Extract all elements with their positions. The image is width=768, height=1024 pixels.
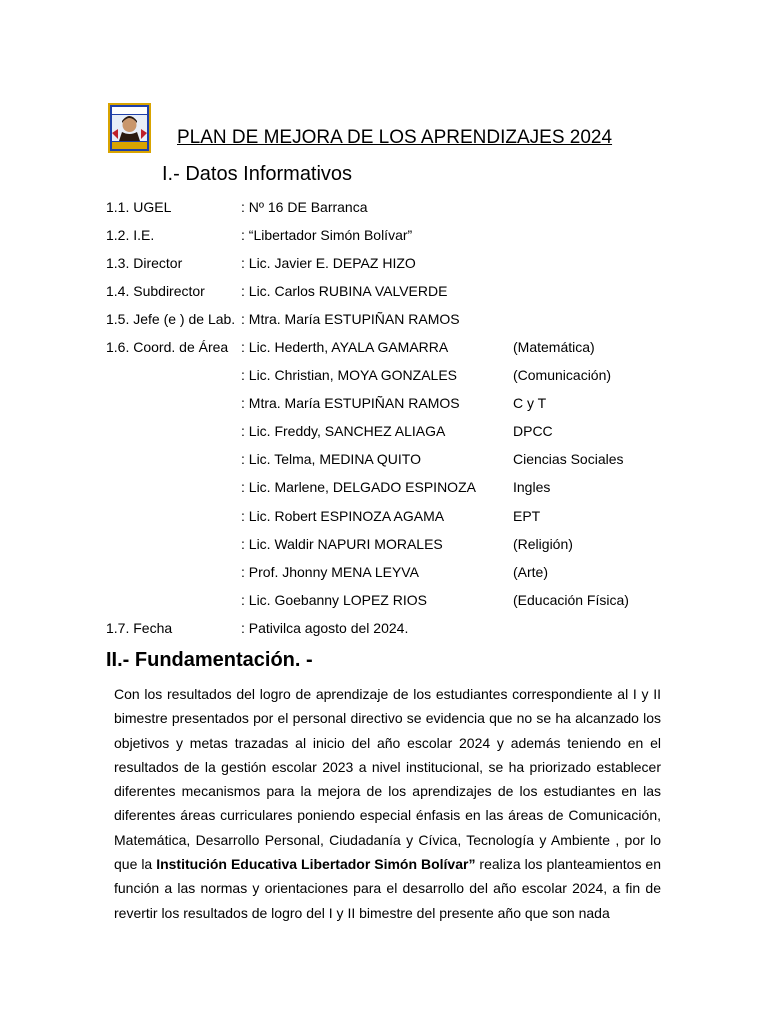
info-value: : Lic. Hederth, AYALA GAMARRA — [241, 339, 449, 355]
info-value: : Prof. Jhonny MENA LEYVA — [241, 564, 419, 580]
info-label: 1.2. I.E. — [106, 227, 155, 243]
info-value: : Pativilca agosto del 2024. — [241, 620, 409, 636]
info-value: : Lic. Telma, MEDINA QUITO — [241, 451, 421, 467]
info-value: : Lic. Robert ESPINOZA AGAMA — [241, 508, 445, 524]
paragraph-text-end: realiza los planteamientos en función a las normas y orientaciones para el desarrollo del año escolar 2024, a fin de revertir los resultados de logro del I y II bimestre del presente año que son nada — [114, 856, 661, 921]
info-label: 1.1. UGEL — [106, 199, 172, 215]
fundamentacion-paragraph — [114, 682, 661, 925]
info-area: (Comunicación) — [513, 367, 612, 383]
info-label: 1.5. Jefe (e ) de Lab. — [106, 311, 236, 327]
paragraph-text: Con los resultados del logro de aprendizaje de los estudiantes correspondiente al I y II bimestre presentados por el personal directivo se evidencia que no se ha alcanzado los objetivos y metas trazadas al inicio del año escolar 2024 y además teniendo en el resultados de la gestión escolar 2023 a nivel institucional, se ha priorizado establecer diferentes mecanismos para la mejora de los aprendizajes de los estudiantes en las diferentes áreas curriculares poniendo especial énfasis en las áreas de Comunicación, Matemática, Desarrollo Personal, Ciudadanía y Cívica, Tecnología y Ambiente , por lo que la — [114, 686, 661, 873]
info-value: : Lic. Freddy, SANCHEZ ALIAGA — [241, 423, 446, 439]
info-area: (Arte) — [513, 564, 548, 580]
info-area: (Matemática) — [513, 339, 595, 355]
info-label: 1.4. Subdirector — [106, 283, 205, 299]
info-value: : Mtra. María ESTUPIÑAN RAMOS — [241, 311, 460, 327]
info-area: (Educación Física) — [513, 592, 629, 608]
info-value: : Lic. Carlos RUBINA VALVERDE — [241, 283, 448, 299]
school-crest-icon — [108, 103, 151, 153]
institution-name: Institución Educativa Libertador Simón Bolívar” — [156, 856, 476, 873]
info-area: DPCC — [513, 423, 553, 439]
document-title: PLAN DE MEJORA DE LOS APRENDIZAJES 2024 — [177, 127, 613, 148]
info-label: 1.6. Coord. de Área — [106, 339, 229, 355]
info-value: : Lic. Marlene, DELGADO ESPINOZA — [241, 479, 476, 495]
info-label: 1.3. Director — [106, 255, 183, 271]
info-value: : Lic. Javier E. DEPAZ HIZO — [241, 255, 416, 271]
info-label: 1.7. Fecha — [106, 620, 173, 636]
section-heading-fundamentacion: II.- Fundamentación. - — [106, 649, 313, 671]
info-area: Ciencias Sociales — [513, 451, 624, 467]
info-value: : Nº 16 DE Barranca — [241, 199, 368, 215]
info-area: (Religión) — [513, 536, 573, 552]
info-value: : Lic. Waldir NAPURI MORALES — [241, 536, 443, 552]
info-area: Ingles — [513, 479, 551, 495]
info-value: : “Libertador Simón Bolívar” — [241, 227, 413, 243]
info-area: C y T — [513, 395, 547, 411]
section-heading-datos: I.- Datos Informativos — [162, 163, 353, 185]
info-value: : Lic. Christian, MOYA GONZALES — [241, 367, 458, 383]
info-value: : Lic. Goebanny LOPEZ RIOS — [241, 592, 427, 608]
info-value: : Mtra. María ESTUPIÑAN RAMOS — [241, 395, 460, 411]
info-area: EPT — [513, 508, 541, 524]
